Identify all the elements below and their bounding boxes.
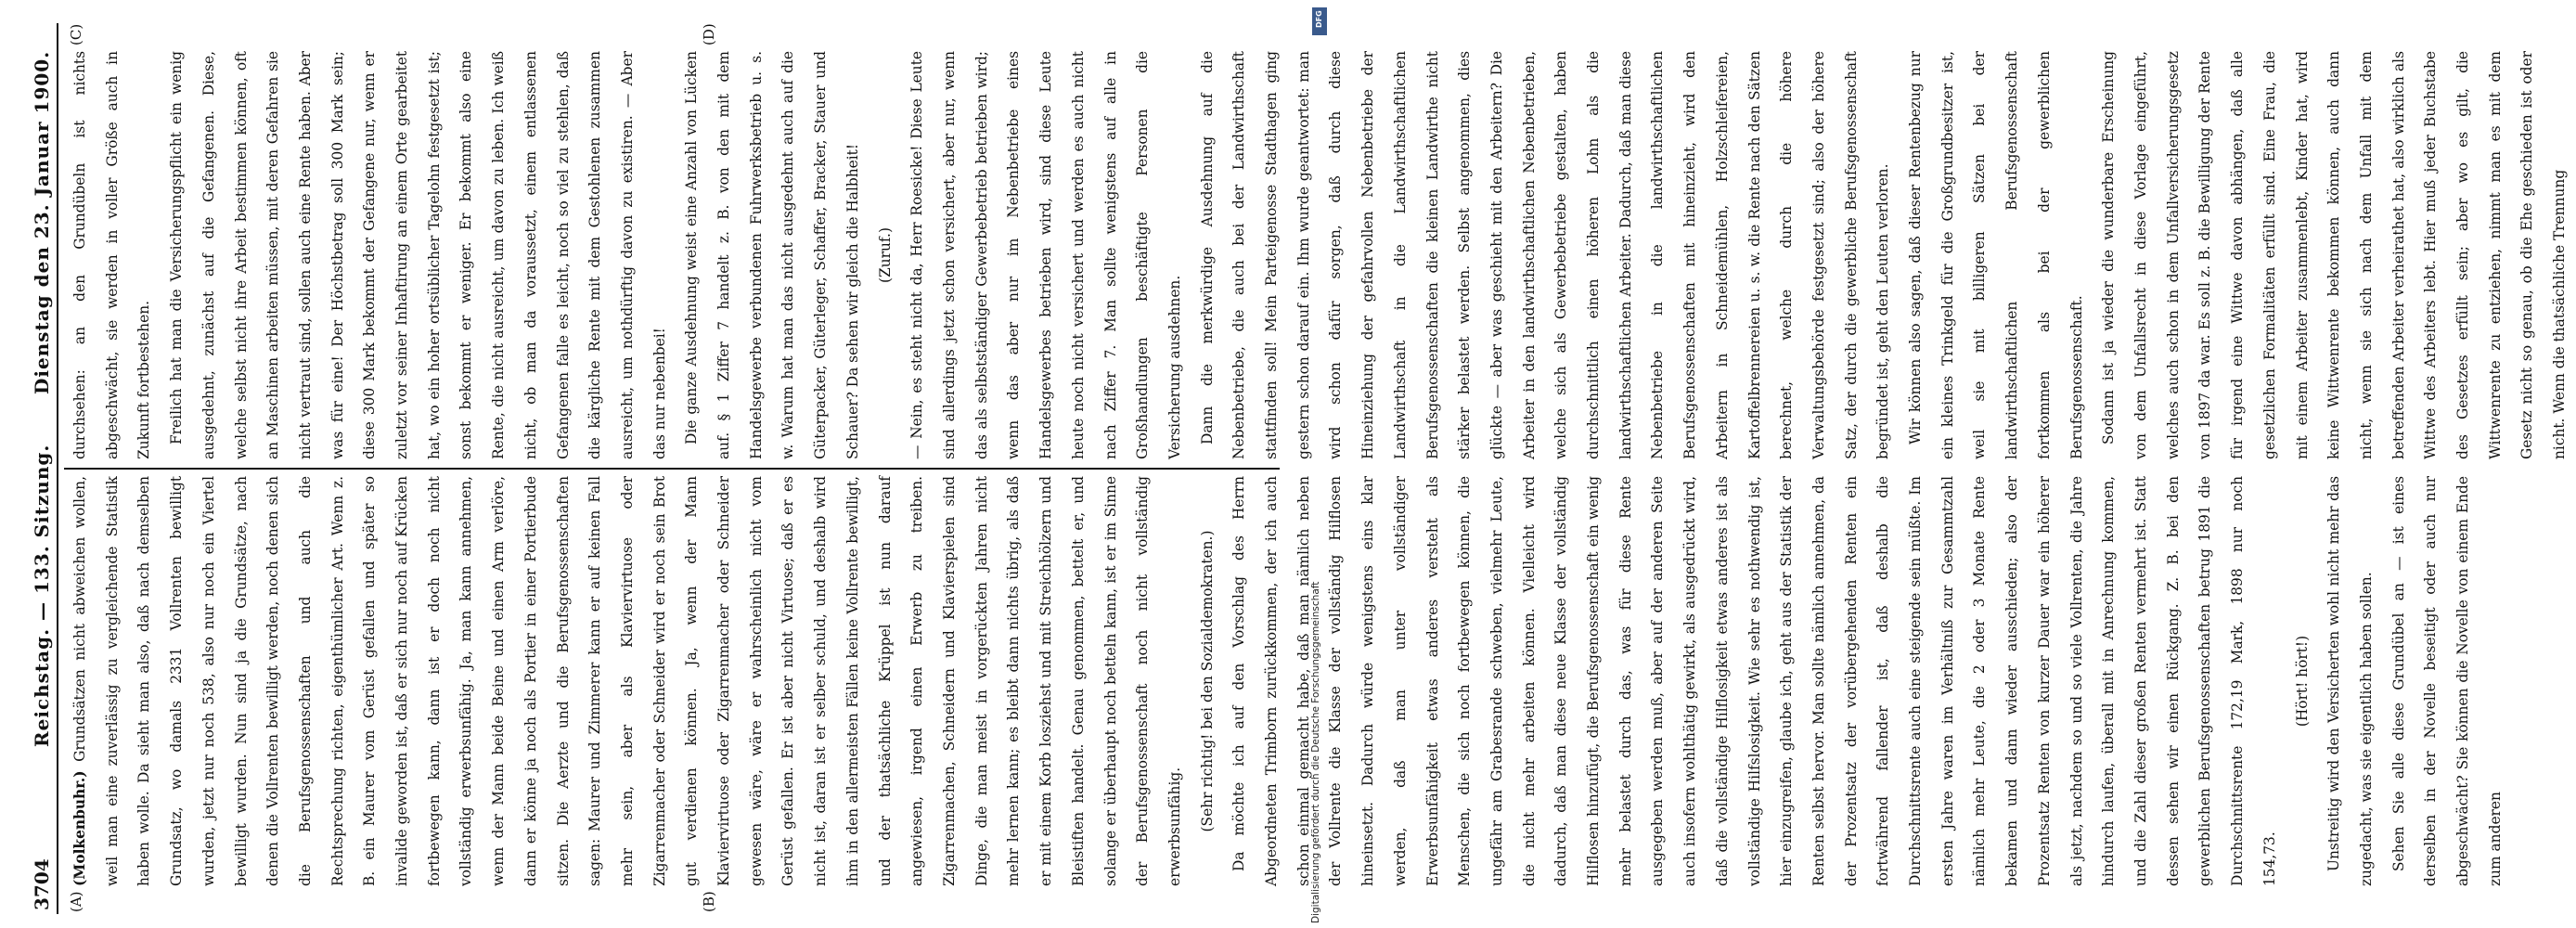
speech-paragraph: Da möchte ich auf den Vorschlag des Herrn Abgeordneten Trimborn zurückkommen, der ich auch schon einmal gemacht habe, daß man nämlich neben der Vollrente die Klasse der vollständig Hilflosen hineinsetzt. Dadurch würde wenigstens eins klar werden, daß man unter vollständiger Erwerbsunfähigkeit etwas anderes versteht als Menschen, die sich noch fortbewegen können, die ungefähr am Grabesrande schweben, vielmehr Leute, die nicht mehr arbeiten können. Vielleicht wird dadurch, daß man diese neue Klasse der vollständig Hilflosen hinzufügt, die Berufsgenossenschaft ein wenig mehr belastet durch das, was für diese Rente ausgegeben werden muß, aber auf der anderen Seite auch insofern wohlthätig gewirkt, als ausgedrückt wird, daß die vollständige Hilflosigkeit etwas anderes ist als vollständige Hilfslosigkeit. Wie sehr es nothwendig ist, hier einzugreifen, glaube ich, geht aus der Statistik der Renten selbst hervor. Man sollte nämlich annehmen, da der Prozentsatz der vorübergehenden Renten ein fortwährend fallender ist, daß deshalb die Durchschnittsrente auch eine steigende sein müßte. Im ersten Jahre waren im Verhältniß zur Gesammtzahl nämlich mehr Leute, die 2 oder 3 Monate Rente bekamen und dann wieder ausschieden; also der Prozentsatz Renten von kurzer Dauer war ein höherer als jetzt, nachdem so und so viele Vollrenten, die Jahre hindurch laufen, überall mit in Anrechnung kommen, und die Zahl dieser großen Renten vermehrt ist. Statt dessen sehen wir einen Rückgang. Z. B. bei den gewerblichen Berufsgenossenschaften betrug 1891 die Durchschnittsrente 172,19 Mark, 1898 nur noch 154,73. bbox=[1230, 476, 2278, 886]
right-column bbox=[64, 51, 2569, 459]
speech-paragraph: — Nein, es steht nicht da, Herr Roesicke! Diese Leute sind allerdings jetzt schon versichert, aber nur, wenn das als selbstständiger Gewerbebetrieb betrieben wird; wenn das aber nur im Nebenbetriebe eines Handelsgewerbes betrieben wird, sind diese Leute heute noch nicht versichert und werden es auch nicht nach Ziffer 7. Man sollte wenigstens auf alle in Großhandlungen beschäftigte Personen die Versicherung ausdehnen. bbox=[908, 51, 1183, 459]
dfg-logo: DFG bbox=[1312, 7, 1327, 35]
speech-paragraph: Unstreitig wird den Versicherten wohl nicht mehr das zugedacht, was sie eigentlich haben sollen. bbox=[2325, 476, 2375, 886]
interjection: (Sehr richtig! bei den Sozialdemokraten.) bbox=[1198, 530, 1216, 832]
margin-mark-b: (B) bbox=[701, 891, 717, 912]
page-header bbox=[23, 23, 58, 914]
margin-mark-c: (C) bbox=[68, 23, 84, 45]
column-divider bbox=[64, 469, 1280, 470]
interjection: (Hört! hört!) bbox=[2293, 635, 2311, 728]
session-title: Reichstag. — 133. Sitzung. bbox=[31, 444, 53, 747]
margin-mark-a: (A) bbox=[68, 891, 84, 912]
speech-paragraph: Sehen Sie alle diese Grundübel an — ist eines derselben in der Novelle beseitigt oder auch nur abgeschwächt? Sie können die Novelle von einem Ende zum anderen bbox=[2389, 476, 2504, 886]
speech-paragraph: Freilich hat man die Versicherungspflicht ein wenig ausgedehnt, zunächst auf die Gefangenen. Diese, welche selbst nicht ihre Arbeit bestimmen können, oft an Maschinen arbeiten müssen, mit deren Gefahren sie nicht vertraut sind, sollen auch eine Rente haben. Aber was für eine! Der Höchstbetrag soll 300 Mark sein; diese 300 Mark bekommt der Gefangene nur, wenn er zuletzt vor seiner Inhaftirung an einem Orte gearbeitet hat, wo ein hoher ortsüblicher Tagelohn festgesetzt ist; sonst bekommt er weniger. Er bekommt also eine Rente, die nicht ausreicht, um davon zu leben. Ich weiß nicht, ob man da voraussetzt, einem entlassenen Gefangenen falle es leicht, noch so viel zu stehlen, daß die kärgliche Rente mit dem Gestohlenen zusammen ausreicht, um nothdürftig davon zu existiren. — Aber das nur nebenbei! bbox=[168, 51, 668, 459]
digitization-credit: Digitalisierung gefördert durch die Deutsche Forschungsgemeinschaft bbox=[1310, 581, 1321, 923]
speaker-name: (Molkenbuhr.) bbox=[71, 770, 88, 886]
speech-paragraph: (Molkenbuhr.) Grundsätzen nicht abweichen wollen, weil man eine zuverlässig zu vergleichende Statistik haben wolle. Da sieht man also, daß nach demselben Grundsatz, wo damals 2331 Vollrenten bewilligt wurden, jetzt nur noch 538, also nur noch ein Viertel bewilligt wurden. Nun sind ja die Grundsätze, nach denen die Vollrenten bewilligt werden, noch denen sich die Berufsgenossenschaften und auch die Rechtsprechung richten, eigenthümlicher Art. Wenn z. B. ein Maurer vom Gerüst gefallen und später so invalide geworden ist, daß er sich nur noch auf Krücken fortbewegen kann, dann ist er doch noch nicht vollständig erwerbsunfähig. Ja, man kann annehmen, wenn der Mann beide Beine und einen Arm verlöre, dann er könne ja noch als Portier in einer Portierbude sitzen. Die Aerzte und die Berufsgenossenschaften sagen: Maurer und Zimmerer kann er auf keinen Fall mehr sein, aber als Klaviervirtuose oder Zigarrenmacher oder Schneider wird er noch sein Brot gut verdienen können. Ja, wenn der Mann Klaviervirtuose oder Zigarrenmacher oder Schneider gewesen wäre, wäre er wahrscheinlich nicht vom Gerüst gefallen. Er ist aber nicht Virtuose; daß er es nicht ist, daran ist er selber schuld, und deshalb wird ihm in den allermeisten Fällen keine Vollrente bewilligt, und der thatsächliche Krüppel ist nun darauf angewiesen, irgend einen Erwerb zu treiben. Zigarrenmachen, Schneidern und Klavierspielen sind Dinge, die man meist in vorgerückten Jahren nicht mehr lernen kann; es bleibt dann nichts übrig, als daß er mit einem Korb losziehst und mit Streichhölzern und Bleistiften handelt. Genau genommen, bettelt er, und solange er überhaupt noch betteln kann, ist er im Sinne der Berufsgenossenschaft noch nicht vollständig erwerbsunfähig. bbox=[71, 476, 1183, 886]
session-date: Dienstag den 23. Januar 1900. bbox=[31, 50, 53, 394]
speech-paragraph: Dann die merkwürdige Ausdehnung auf die Nebenbetriebe, die auch bei der Landwirthschaft stattfinden soll! Mein Parteigenosse Stadthagen ging gestern schon darauf ein. Ihm wurde geantwortet: man wird schon dafür sorgen, daß durch diese Hineinziehung der gefahrvollen Nebenbetriebe der Landwirthschaft in die Landwirthschaftlichen Berufsgenossenschaften die kleinen Landwirthe nicht stärker belastet werden. Selbst angenommen, dies glückte — aber was geschieht mit den Arbeitern? Die Arbeiter in den landwirthschaftlichen Nebenbetrieben, welche sich als Gewerbebetriebe gestalten, haben durchschnittlich einen höheren Lohn als die landwirthschaftlichen Arbeiter. Dadurch, daß man diese Nebenbetriebe in die landwirthschaftlichen Berufsgenossenschaften mit hineinzieht, wird den Arbeitern in Schneidemühlen, Holzschleifereien, Kartoffelbrennereien u. s. w. die Rente nach den Sätzen berechnet, welche durch die höhere Verwaltungsbehörde festgesetzt sind; also der höhere Satz, der durch die gewerbliche Berufsgenossenschaft begründet ist, geht den Leuten verloren. bbox=[1198, 51, 1892, 459]
speech-paragraph: Sodann ist ja wieder die wunderbare Erscheinung von dem Unfallsrecht in diese Vorlage eingeführt, welches auch schon in dem Unfallversicherungsgesetz von 1897 da war. Es soll z. B. die Bewilligung der Rente für irgend eine Wittwe davon abhängen, daß alle gesetzlichen Formalitäten erfüllt sind. Eine Frau, die mit einem Arbeiter zusammenlebt, Kinder hat, wird keine Wittwenrente bekommen können, auch dann nicht, wenn sie sich nach dem Unfall mit dem betreffenden Arbeiter verheirathet hat, also wirklich als Wittwe des Arbeiters lebt. Hier muß jeder Buchstabe des Gesetzes erfüllt sein; aber wo es gilt, die Wittwenrente zu entziehen, nimmt man es mit dem Gesetz nicht so genau, ob die Ehe geschieden ist oder nicht. Wenn die thatsächliche Trennung bbox=[2100, 51, 2569, 459]
speech-paragraph: Die ganze Ausdehnung weist eine Anzahl von Lücken auf. § 1 Ziffer 7 handelt z. B. von den mit dem Handelsgewerbe verbundenen Fuhrwerksbetrieb u. s. w. Warum hat man das nicht ausgedehnt auch auf die Güterpacker, Güterleger, Schaffer, Bracker, Stauer und Schauer? Da sehen wir gleich die Halbheit! bbox=[683, 51, 861, 459]
speech-paragraph: durchsehen: an den Grundübeln ist nichts abgeschwächt, sie werden in voller Größe auch in Zukunft fortbestehen. bbox=[71, 51, 153, 459]
interjection: (Zuruf.) bbox=[876, 227, 894, 283]
speech-paragraph: Wir können also sagen, daß dieser Rentenbezug nur ein kleines Trinkgeld für die Großgrundbesitzer ist, weil sie mit billigeren Sätzen bei der landwirthschaftlichen Berufsgenossenschaft fortkommen als bei der gewerblichen Berufsgenossenschaft. bbox=[1907, 51, 2085, 459]
margin-mark-d: (D) bbox=[701, 23, 717, 45]
page-number: 3704 bbox=[31, 858, 53, 910]
